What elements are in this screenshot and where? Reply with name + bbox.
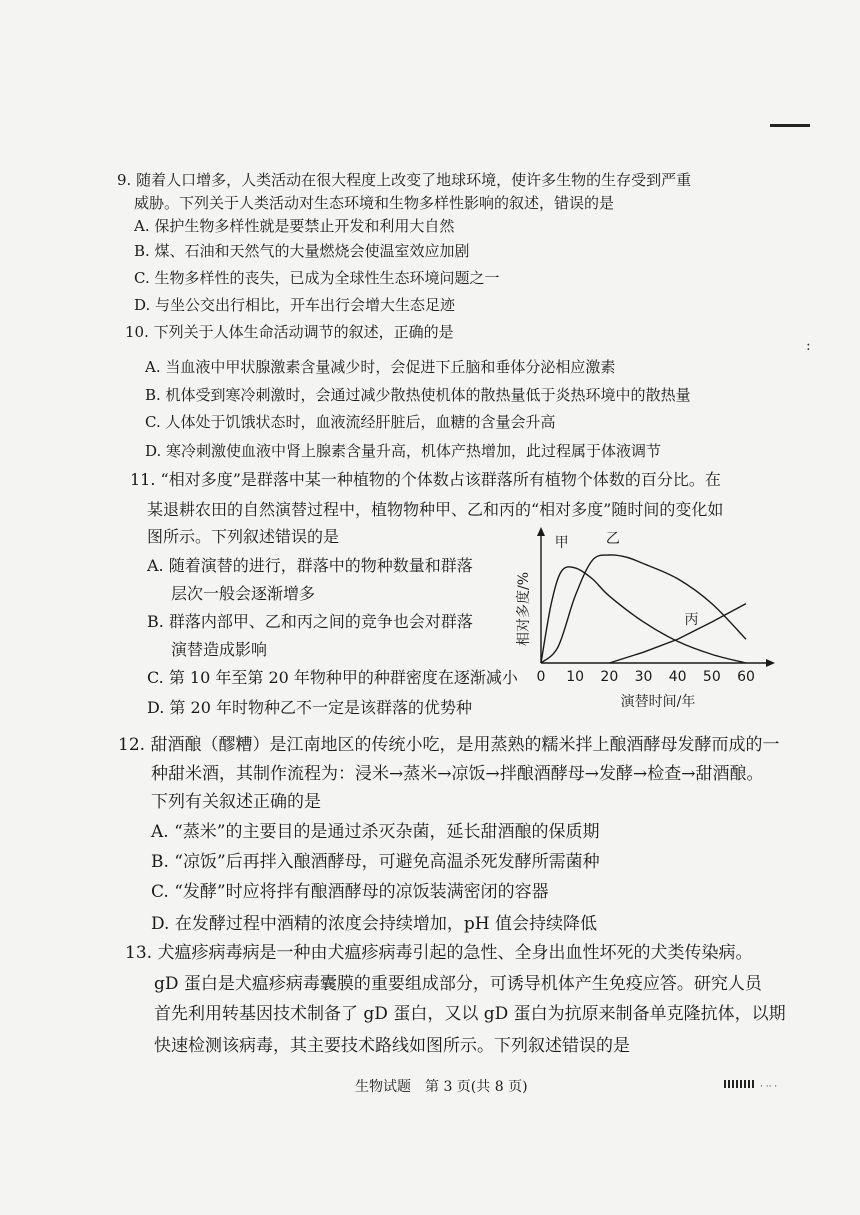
question-13-stem: 13. 犬瘟疹病毒病是一种由犬瘟疹病毒引起的急性、全身出血性坏死的犬类传染病。 — [125, 943, 753, 963]
x-axis-label: 演替时间/年 — [620, 694, 696, 710]
x-axis-arrow — [766, 659, 775, 667]
question-9-stem: 威胁。下列关于人类活动对生态环境和生物多样性影响的叙述，错误的是 — [134, 194, 615, 212]
x-tick-label: 60 — [737, 669, 755, 685]
question-11-option-b-cont: 演替造成影响 — [171, 640, 268, 659]
y-axis-label: 相对多度/% — [516, 571, 532, 647]
series-label-bing: 丙 — [684, 611, 699, 628]
question-12-stem: 种甜米酒，其制作流程为：浸米→蒸米→凉饭→拌酿酒酵母→发酵→检查→甜酒酿。 — [151, 764, 764, 784]
question-13-stem: gD 蛋白是犬瘟疹病毒囊膜的重要组成部分，可诱导机体产生免疫应答。研究人员 — [154, 974, 762, 994]
x-tick-label: 0 — [536, 669, 546, 685]
question-12-option-a: A. “蒸米”的主要目的是通过杀灭杂菌，延长甜酒酿的保质期 — [151, 822, 600, 842]
question-12-stem: 12. 甜酒酿（醪糟）是江南地区的传统小吃，是用蒸熟的糯米拌上酿酒酵母发酵而成的一 — [118, 735, 780, 755]
question-12-stem: 下列有关叙述正确的是 — [151, 792, 321, 812]
question-13-stem: 首先利用转基因技术制备了 gD 蛋白，又以 gD 蛋白为抗原来制备单克隆抗体，以期 — [154, 1004, 786, 1024]
series-label-yi: 乙 — [605, 531, 620, 547]
question-12-option-d: D. 在发酵过程中酒精的浓度会持续增加，pH 值会持续降低 — [151, 914, 597, 934]
question-11-stem: 某退耕农田的自然演替过程中，植物物种甲、乙和丙的“相对多度”随时间的变化如 — [147, 500, 724, 519]
qr-code-icon — [724, 1080, 754, 1088]
relative-abundance-chart — [518, 525, 780, 720]
x-tick-label: 20 — [600, 669, 619, 685]
series-label-jia: 甲 — [554, 535, 569, 551]
question-11-stem: 图所示。下列叙述错误的是 — [147, 527, 340, 546]
question-11-option-a: A. 随着演替的进行，群落中的物种数量和群落 — [147, 556, 473, 575]
margin-mark: : — [806, 338, 811, 354]
x-tick-label: 30 — [634, 669, 653, 685]
question-10-option-c: C. 人体处于饥饿状态时，血液流经肝脏后，血糖的含量会升高 — [145, 413, 556, 431]
question-9-option-b: B. 煤、石油和天然气的大量燃烧会使温室效应加剧 — [134, 242, 470, 260]
question-13-stem: 快速检测该病毒，其主要技术路线如图所示。下列叙述错误的是 — [154, 1036, 630, 1056]
question-10-stem: 10. 下列关于人体生命活动调节的叙述，正确的是 — [125, 323, 454, 341]
page-footer: 生物试题 第 3 页(共 8 页) — [355, 1079, 528, 1095]
question-11-option-a-cont: 层次一般会逐渐增多 — [171, 584, 316, 603]
question-10-option-a: A. 当血液中甲状腺激素含量减少时，会促进下丘脑和垂体分泌相应激素 — [145, 358, 616, 376]
series-line-jia — [541, 567, 746, 663]
question-12-option-b: B. “凉饭”后再拌入酿酒酵母，可避免高温杀死发酵所需菌种 — [151, 852, 600, 872]
x-tick-label: 10 — [566, 669, 585, 685]
question-11-option-c: C. 第 10 年至第 20 年物种甲的种群密度在逐渐减小 — [147, 668, 518, 687]
question-11-stem: 11. “相对多度”是群落中某一种植物的个体数占该群落所有植物个体数的百分比。在 — [130, 470, 721, 489]
x-tick-label: 40 — [668, 669, 687, 685]
question-9-option-d: D. 与坐公交出行相比，开车出行会增大生态足迹 — [134, 296, 456, 314]
question-9-option-c: C. 生物多样性的丧失，已成为全球性生态环境问题之一 — [134, 269, 500, 287]
scan-mark — [770, 124, 810, 127]
question-10-option-d: D. 寒冷刺激使血液中肾上腺素含量升高，机体产热增加，此过程属于体液调节 — [145, 442, 662, 460]
question-11-option-d: D. 第 20 年时物种乙不一定是该群落的优势种 — [147, 698, 472, 717]
series-line-yi — [541, 555, 746, 663]
question-10-option-b: B. 机体受到寒冷刺激时，会通过减少散热使机体的散热量低于炎热环境中的散热量 — [145, 386, 691, 404]
question-12-option-c: C. “发酵”时应将拌有酿酒酵母的凉饭装满密闭的容器 — [151, 882, 549, 902]
y-axis-arrow — [537, 527, 545, 536]
question-11-option-b: B. 群落内部甲、乙和丙之间的竞争也会对群落 — [147, 612, 473, 631]
qr-caption: · ·· · — [760, 1082, 778, 1092]
x-tick-label: 50 — [702, 669, 721, 685]
question-9-option-a: A. 保护生物多样性就是要禁止开发和利用大自然 — [134, 217, 455, 235]
question-9-stem: 9. 随着人口增多，人类活动在很大程度上改变了地球环境，使许多生物的生存受到严重 — [117, 171, 692, 189]
